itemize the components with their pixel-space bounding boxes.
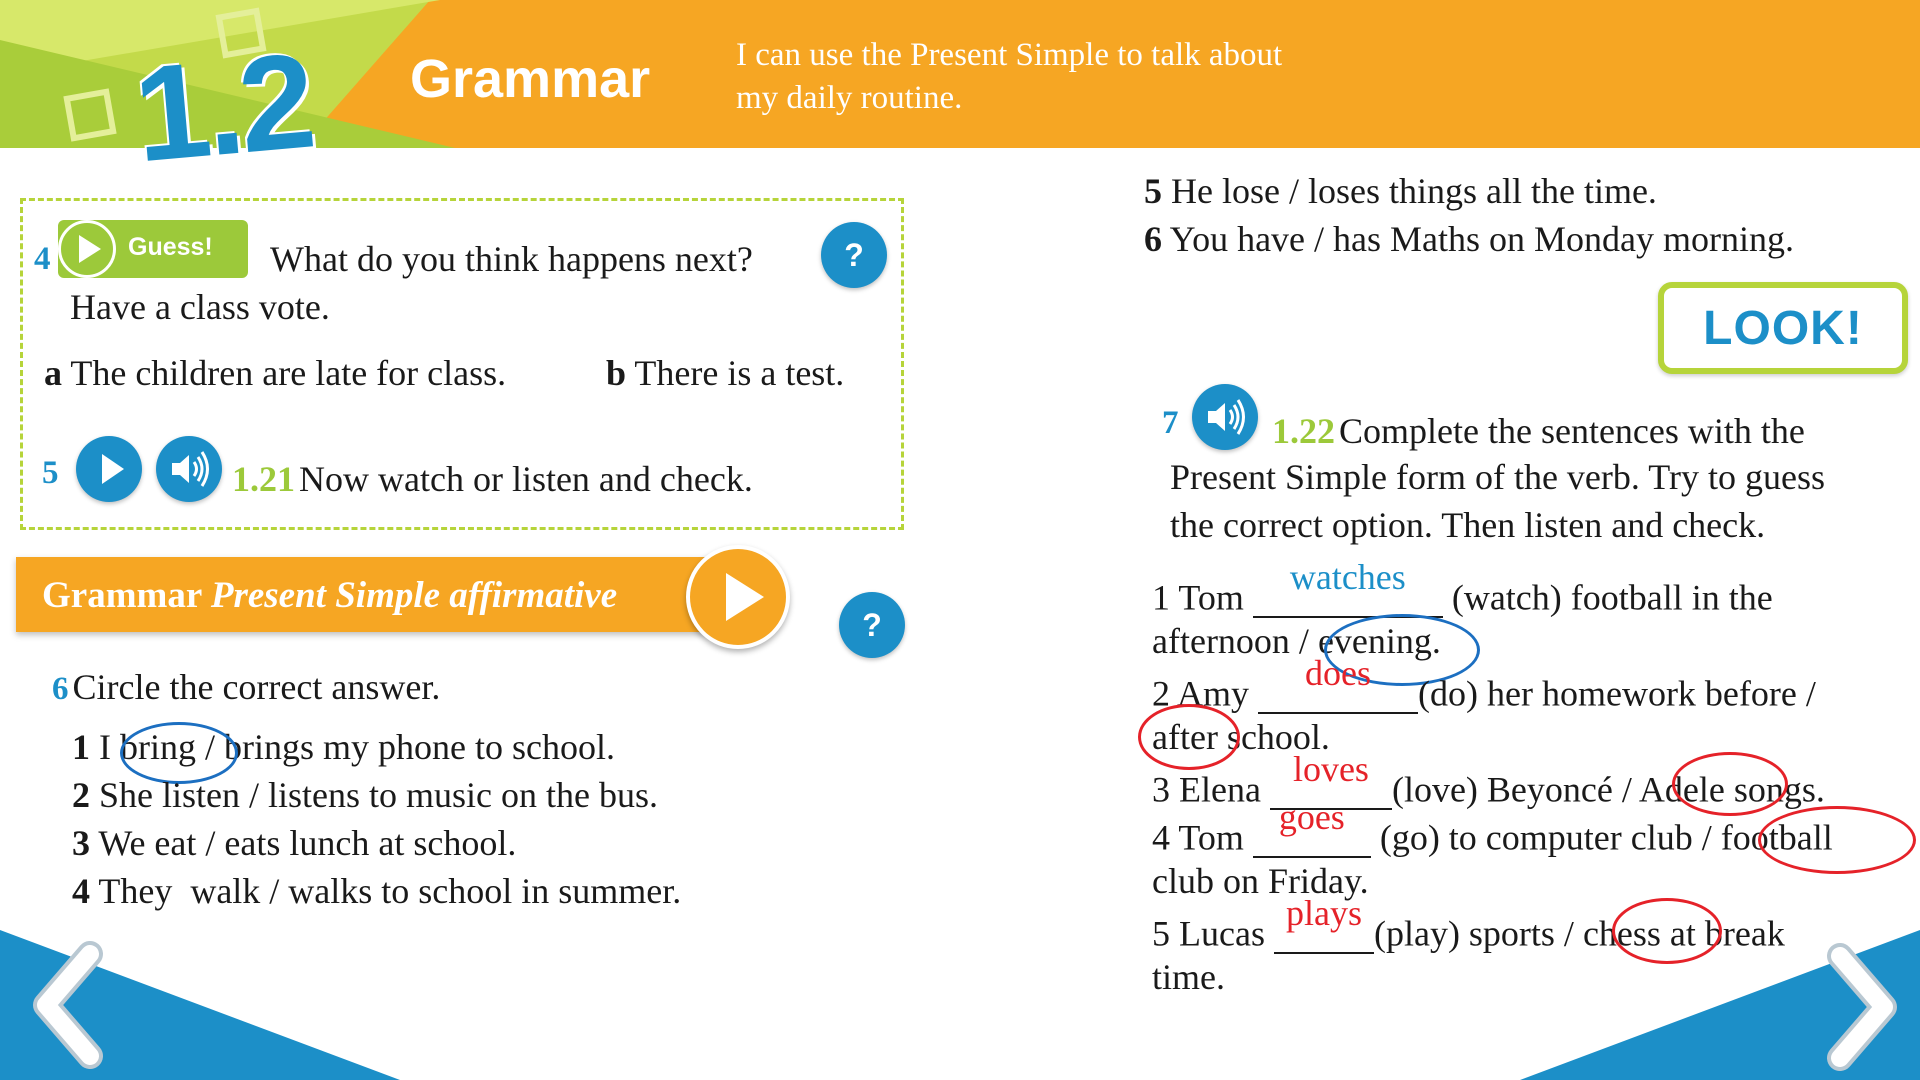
speaker-icon	[1192, 384, 1258, 450]
exercise-7-number: 7	[1162, 405, 1179, 441]
help-icon: ?	[844, 236, 864, 273]
exercise-4-number: 4	[34, 241, 51, 277]
item-text: We eat / eats lunch at school.	[98, 823, 517, 863]
item-separator: /	[196, 727, 225, 767]
answer-blank[interactable]	[1253, 557, 1443, 618]
play-icon	[61, 223, 113, 275]
exercise-7-sentence-1	[1152, 557, 1773, 618]
sentence-text: (do) her homework before /	[1418, 673, 1816, 714]
next-button[interactable]	[1822, 942, 1902, 1072]
option-a	[44, 354, 506, 394]
exercise-6-item-4[interactable]	[72, 872, 681, 912]
exercise-6-item-6[interactable]	[1144, 220, 1794, 260]
answer-text: plays	[1285, 893, 1362, 933]
sentence-text: 4 Tom	[1152, 817, 1253, 858]
exercise-6-instruction: Circle the correct answer.	[72, 667, 441, 707]
exercise-4-question-cont: Have a class vote.	[70, 287, 330, 327]
help-button-2[interactable]	[839, 592, 905, 658]
sentence-text: 2 Amy	[1152, 673, 1259, 714]
item-number: 4	[72, 871, 90, 911]
answer-circle	[1758, 806, 1916, 874]
item-text: They walk / walks to school in summer.	[98, 871, 682, 911]
look-button[interactable]	[1658, 282, 1908, 374]
exercise-4-question: What do you think happens next?	[270, 239, 753, 279]
answer-text: goes	[1278, 797, 1345, 837]
exercise-7-sentence-1-cont: afternoon / evening.	[1152, 621, 1441, 661]
answer-circle	[1138, 704, 1240, 770]
exercise-5-instruction: Now watch or listen and check.	[299, 459, 753, 499]
item-post: my phone to school.	[314, 727, 615, 767]
exercise-7-sentence-4-cont: club on Friday.	[1152, 861, 1369, 901]
grammar-bar-topic: Present Simple affirmative	[210, 575, 618, 616]
exercise-7-instruction-line-3: the correct option. Then listen and check.	[1170, 505, 1766, 545]
exercise-6-item-2[interactable]	[72, 776, 658, 816]
look-label: LOOK!	[1703, 301, 1863, 355]
answer-blank[interactable]	[1258, 653, 1418, 714]
item-option-1[interactable]: bring	[120, 727, 196, 767]
sentence-text: (go) to computer club / football	[1370, 817, 1833, 858]
sentence-text: (watch) football in the	[1442, 577, 1773, 618]
instruction-text: Complete the sentences with the	[1339, 411, 1805, 451]
guess-label: Guess!	[128, 233, 213, 261]
play-icon	[690, 549, 786, 645]
chevron-right-icon	[1822, 942, 1902, 1072]
exercise-5-line	[232, 458, 753, 500]
item-option-2[interactable]: brings	[224, 727, 315, 767]
audio-button-2[interactable]	[1192, 384, 1258, 450]
grammar-bar-label: Grammar	[42, 575, 202, 616]
exercise-7-sentence-2-cont: after school.	[1152, 717, 1330, 757]
help-button[interactable]	[821, 222, 887, 288]
exercise-7-instruction-line-2: Present Simple form of the verb. Try to guess	[1170, 457, 1825, 497]
exercise-7-sentence-4	[1152, 797, 1833, 858]
answer-blank[interactable]	[1253, 797, 1371, 858]
exercise-7-sentence-5-cont: time.	[1152, 957, 1225, 997]
option-b-text: There is a test.	[634, 353, 845, 393]
item-text: You have / has Maths on Monday morning.	[1169, 219, 1794, 259]
guess-play-button[interactable]	[58, 220, 116, 278]
sentence-text: (play) sports / chess at break	[1373, 913, 1785, 954]
answer-text: loves	[1292, 749, 1369, 789]
sentence-text: 3 Elena	[1152, 769, 1270, 810]
option-b	[606, 354, 844, 394]
sentence-text: 1 Tom	[1152, 577, 1253, 618]
item-text: He lose / loses things all the time.	[1171, 171, 1657, 211]
lesson-number: 1.2	[128, 24, 317, 191]
item-text: She listen / listens to music on the bus.	[99, 775, 658, 815]
help-icon: ?	[862, 606, 882, 643]
section-title: Grammar	[410, 49, 651, 109]
answer-text: watches	[1289, 557, 1406, 597]
sentence-text: 5 Lucas	[1152, 913, 1274, 954]
option-a-text: The children are late for class.	[70, 353, 507, 393]
prev-button[interactable]	[28, 940, 108, 1070]
track-number: 1.21	[232, 459, 295, 499]
answer-blank[interactable]	[1274, 893, 1374, 954]
video-play-button[interactable]	[76, 436, 142, 502]
exercise-6-item-5[interactable]	[1144, 172, 1657, 212]
answer-circle	[1672, 752, 1788, 816]
play-icon	[76, 436, 142, 502]
lesson-objective: I can use the Present Simple to talk about my daily routine.	[736, 37, 1283, 116]
option-a-letter: a	[44, 353, 62, 393]
chevron-left-icon	[28, 940, 108, 1070]
answer-text: does	[1305, 653, 1372, 693]
exercise-6-header	[52, 668, 440, 708]
grammar-play-button[interactable]	[686, 545, 790, 649]
exercise-7-sentence-2	[1152, 653, 1816, 714]
grammar-bar-title	[42, 574, 617, 617]
item-pre: I	[99, 727, 120, 767]
exercise-5-number: 5	[42, 455, 59, 491]
item-number: 6	[1144, 219, 1162, 259]
track-number: 1.22	[1272, 411, 1335, 451]
item-number: 1	[72, 727, 90, 767]
speaker-icon	[156, 436, 222, 502]
exercise-6-number: 6	[52, 671, 69, 707]
exercise-6-item-3[interactable]	[72, 824, 516, 864]
item-number: 2	[72, 775, 90, 815]
sentence-text: (love) Beyoncé / Adele songs.	[1391, 769, 1825, 810]
audio-button[interactable]	[156, 436, 222, 502]
option-b-letter: b	[606, 353, 627, 393]
item-number: 5	[1144, 171, 1162, 211]
item-number: 3	[72, 823, 90, 863]
exercise-7-instruction-line-1	[1272, 410, 1805, 452]
